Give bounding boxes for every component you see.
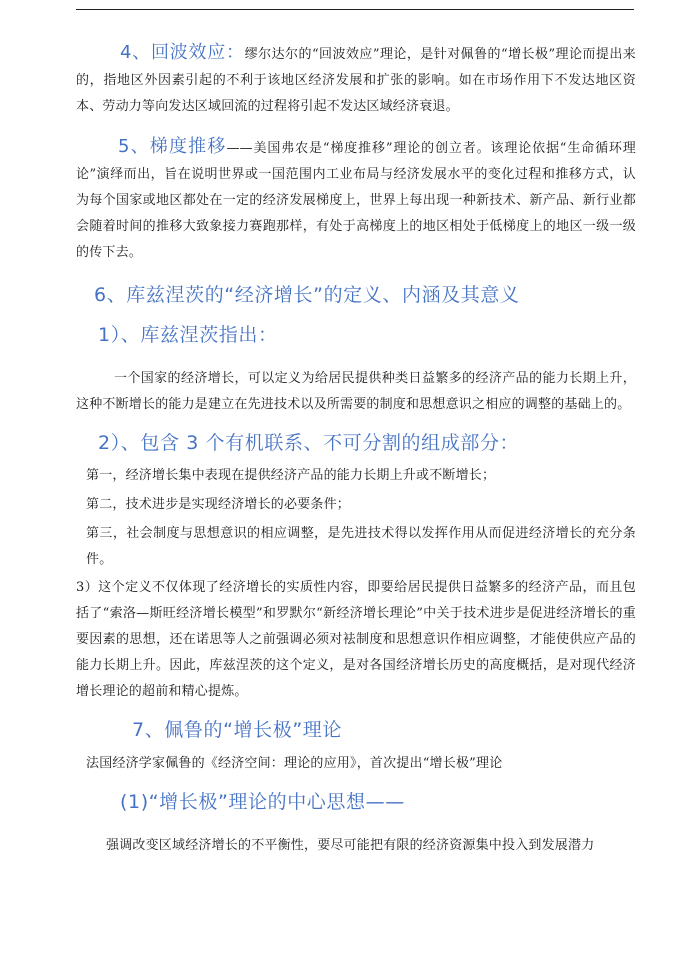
list-item-2: 第二，技术进步是实现经济增长的必要条件； bbox=[86, 497, 351, 512]
section-7-1-heading: (1)“增长极”理论的中心思想—— bbox=[120, 791, 405, 813]
section-6-1-heading: 1）、库兹涅茨指出： bbox=[98, 324, 278, 346]
section-4-text: 缪尔达尔的“回波效应”理论，是针对佩鲁的“增长极”理论而提出来的，指地区外因素引起的不利于该地区经济发展和扩张的影响。如在市场作用下不发达地区资本、劳动力等向发达区域回流的过程将引起不发达区域经济衰退。 bbox=[76, 47, 636, 114]
document-body bbox=[76, 34, 636, 859]
section-7-heading: 7、佩鲁的“增长极”理论 bbox=[132, 719, 342, 741]
section-7-1-text: 强调改变区域经济增长的不平衡性，要尽可能把有限的经济资源集中投入到发展潜力 bbox=[106, 838, 595, 853]
section-4-heading: 4、回波效应： bbox=[120, 42, 245, 63]
section-5-heading: 5、梯度推移 bbox=[118, 136, 227, 157]
section-5-paragraph bbox=[76, 134, 636, 266]
section-6-3-text: 3）这个定义不仅体现了经济增长的实质性内容，即要给居民提供日益繁多的经济产品，而且包括了“索洛—斯旺经济增长模型”和罗默尔“新经济增长理论”中关于技术进步是促进经济增长的重要因素的思想，还在诺思等人之前强调必须对袪制度和思想意识作相应调整，才能使供应产品的能力长期上升。因此，库兹涅茨的这个定义，是对各国经济增长历史的高度概括，是对现代经济增长理论的超前和精心提炼。 bbox=[76, 580, 636, 699]
list-item-1: 第一，经济增长集中表现在提供经济产品的能力长期上升或不断增长； bbox=[86, 468, 496, 483]
list-item-3: 第三，社会制度与思想意识的相应调整，是先进技术得以发挥作用从而促进经济增长的充分条件。 bbox=[86, 526, 636, 567]
section-5-text: ——美国弗农是“梯度推移”理论的创立者。该理论依据“生命循环理论”演绎而出，旨在说明世界或一国范围内工业布局与经济发展水平的变化过程和推移方式，认为每个国家或地区都处在一定的经济发展梯度上，世界上每出现一种新技术、新产品、新行业都会随着时间的推移大致象接力赛跑那样，有处于高梯度上的地区相处于低梯度上的地区一级一级的传下去。 bbox=[76, 141, 637, 260]
section-4-paragraph bbox=[76, 34, 636, 120]
section-6-heading: 6、库兹涅茨的“经济增长”的定义、内涵及其意义 bbox=[94, 284, 520, 306]
header-rule bbox=[76, 9, 634, 10]
section-6-1-text: 一个国家的经济增长，可以定义为给居民提供种类日益繁多的经济产品的能力长期上升，这种不断增长的能力是建立在先进技术以及所需要的制度和思想意识之相应的调整的基础上的。 bbox=[76, 371, 636, 412]
section-6-2-heading: 2）、包含 3 个有机联系、不可分割的组成部分： bbox=[98, 432, 520, 454]
section-7-intro: 法国经济学家佩鲁的《经济空间：理论的应用》，首次提出“增长极”理论 bbox=[86, 756, 503, 771]
